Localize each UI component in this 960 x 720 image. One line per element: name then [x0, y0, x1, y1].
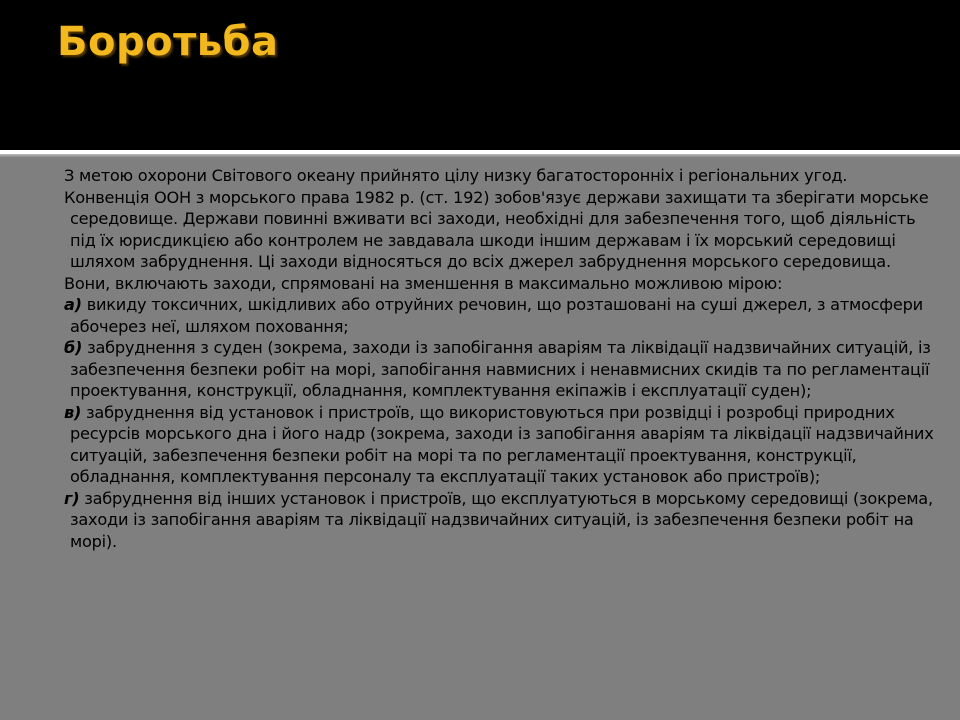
list-item-label: а): [64, 295, 82, 314]
content-area: [0, 158, 960, 720]
list-item-text: забруднення від установок і пристроїв, що використовуються при розвідці і розробці природних ресурсів морського дна і його надр (зокрема, заходи із запобігання аваріям та ліквідації надзвичайних ситуацій, забезпечення безпеки робіт на морі та по регламентації проектування, конструкції, обладнання, комплектування персоналу та експлуатації таких установок або пристроїв);: [70, 402, 934, 486]
list-item-g: [64, 488, 944, 553]
list-item-label: в): [64, 402, 82, 422]
list-item-text: викиду токсичних, шкідливих або отруйних речовин, що розташовані на суші джерел, з атмосфери абочерез неї, шляхом поховання;: [70, 295, 923, 336]
paragraph-intro: З метою охорони Світового океану прийнято цілу низку багатосторонніх і регіональних угод.: [64, 166, 848, 185]
paragraph-measures: Вони, включають заходи, спрямовані на зменшення в максимально можливою мірою:: [64, 273, 783, 293]
slide-title: Боротьба: [57, 19, 279, 65]
list-item-text: забруднення від інших установок і пристроїв, що експлуатуються в морському середовищі (зокрема, заходи із запобігання аваріям та ліквідації надзвичайних ситуацій, із забезпечення безпеки робіт на морі).: [70, 488, 933, 551]
list-item-text: забруднення з суден (зокрема, заходи із запобігання аваріям та ліквідації надзвичайних ситуацій, із забезпечення безпеки робіт на морі, запобігання навмисних і ненавмисних скидів та по регламентації проектування, конструкції, обладнання, комплектування екіпажів і експлуатації суден);: [70, 338, 931, 400]
list-item-b: [64, 337, 944, 402]
title-band: [0, 0, 960, 150]
list-item-label: г): [64, 488, 80, 508]
list-item-label: б): [64, 338, 83, 357]
list-item-a: [64, 294, 944, 337]
paragraph-convention: Конвенція ООН з морського права 1982 р. (ст. 192) зобов'язує держави захищати та зберігати морське середовище. Держави повинні вживати всі заходи, необхідні для забезпечення того, щоб діяльність під їх юрисдикцією або контролем не завдавала шкоди іншим державам і їх морський середовищі шляхом забруднення. Ці заходи відносяться до всіх джерел забруднення морського середовища.: [64, 187, 929, 271]
list-item-v: [64, 402, 944, 488]
body-text: [64, 165, 944, 552]
